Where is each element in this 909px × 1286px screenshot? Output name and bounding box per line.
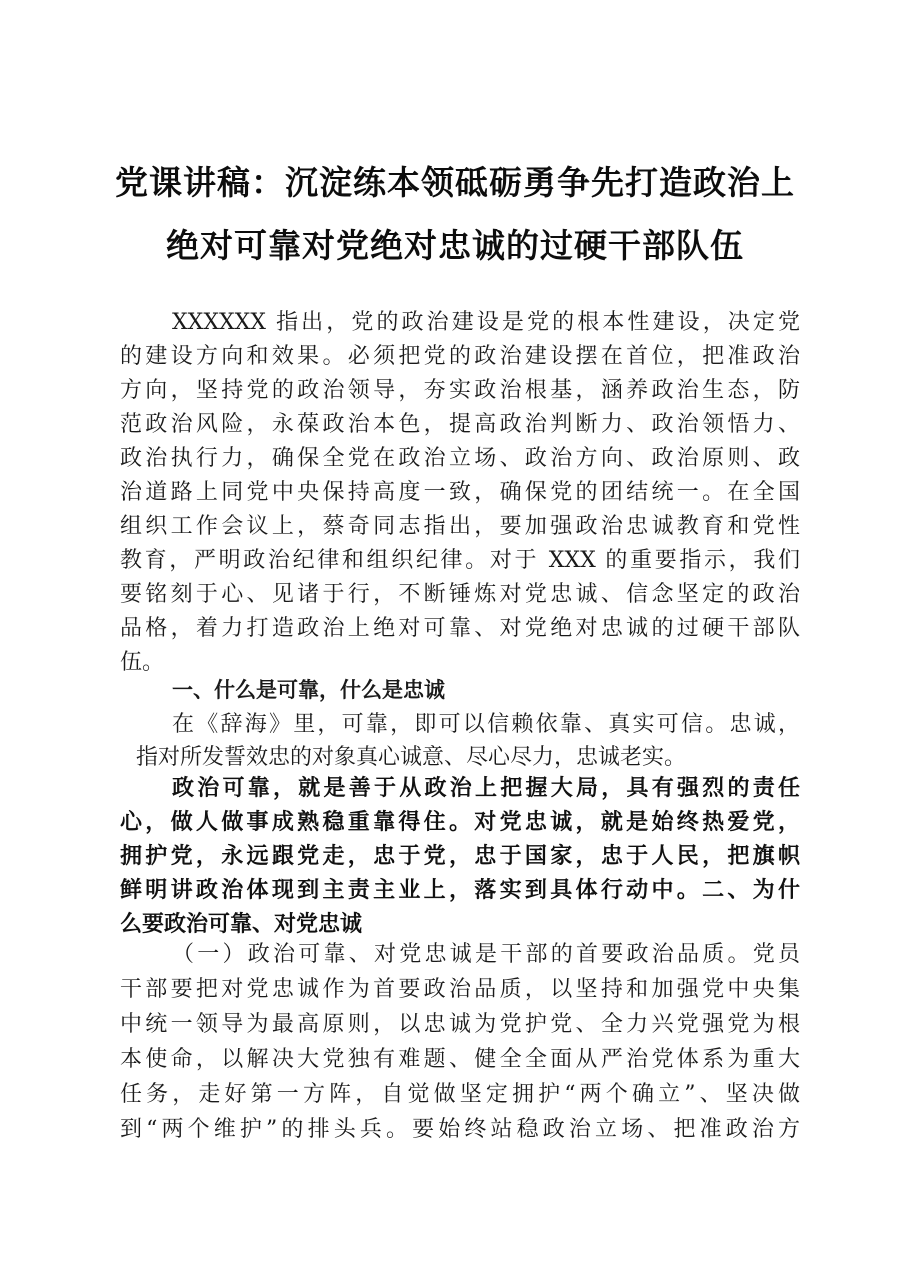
paragraph-line: 政治可靠，就是善于从政治上把握大局，具有强烈的责任 [172,776,800,801]
paragraph-line: 教育，严明政治纪律和组织纪律。对于 XXX 的重要指示，我们 [120,548,800,573]
paragraph-line: 任务，走好第一方阵，自觉做坚定拥护“两个确立”、坚决做 [120,1082,800,1107]
document-title-line-1: 党课讲稿：沉淀练本领砥砺勇争先打造政治上 [115,163,795,202]
paragraph-line: 指对所发誓效忠的对象真心诚意、尽心尽力，忠诚老实。 [136,745,687,770]
paragraph-line: 方向，坚持党的政治领导，夯实政治根基，涵养政治生态，防 [120,378,800,403]
paragraph-line: 品格，着力打造政治上绝对可靠、对党绝对忠诚的过硬干部队 [120,616,800,641]
paragraph-line: 要铭刻于心、见诸于行，不断锤炼对党忠诚、信念坚定的政治 [120,582,800,607]
paragraph-line: 拥护党，永远跟党走，忠于党，忠于国家，忠于人民，把旗帜 [120,844,800,869]
paragraph-line: 么要政治可靠、对党忠诚 [120,912,363,937]
section-heading: 一、什么是可靠，什么是忠诚 [172,678,445,702]
paragraph-line: （一）政治可靠、对党忠诚是干部的首要政治品质。党员 [172,942,800,967]
paragraph-line: 心，做人做事成熟稳重靠得住。对党忠诚，就是始终热爱党， [120,810,800,835]
paragraph-line: 中统一领导为最高原则，以忠诚为党护党、全力兴党强党为根 [120,1012,800,1037]
paragraph-line: 的建设方向和效果。必须把党的政治建设摆在首位，把准政治 [120,344,800,369]
paragraph-line: 本使命，以解决大党独有难题、健全全面从严治党体系为重大 [120,1047,800,1072]
paragraph-line: 伍。 [120,650,165,675]
paragraph-line: 干部要把对党忠诚作为首要政治品质，以坚持和加强党中央集 [120,977,800,1002]
paragraph-line: 组织工作会议上，蔡奇同志指出，要加强政治忠诚教育和党性 [120,514,800,539]
paragraph-line: 在《辞海》里，可靠，即可以信赖依靠、真实可信。忠诚， [172,712,800,737]
paragraph-line: 鲜明讲政治体现到主责主业上，落实到具体行动中。二、为什 [120,878,800,903]
paragraph-line: XXXXXX 指出，党的政治建设是党的根本性建设，决定党 [172,310,800,335]
paragraph-line: 治道路上同党中央保持高度一致，确保党的团结统一。在全国 [120,480,800,505]
paragraph-line: 范政治风险，永葆政治本色，提高政治判断力、政治领悟力、 [120,412,800,437]
document-title-line-2: 绝对可靠对党绝对忠诚的过硬干部队伍 [166,226,744,265]
paragraph-line: 到“两个维护”的排头兵。要始终站稳政治立场、把准政治方 [120,1117,800,1142]
paragraph-line: 政治执行力，确保全党在政治立场、政治方向、政治原则、政 [120,446,800,471]
